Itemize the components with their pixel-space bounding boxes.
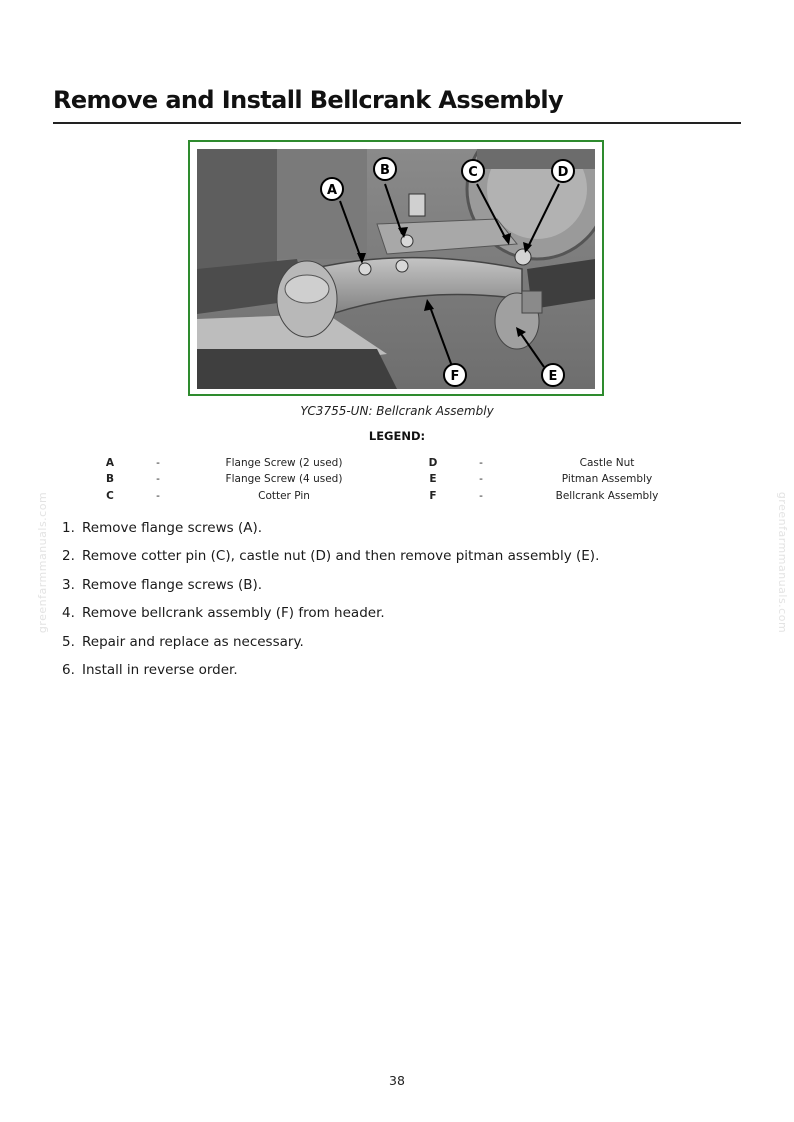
step-number: 5. (62, 633, 75, 650)
procedure-steps (62, 520, 599, 690)
callout-a: A (326, 183, 338, 198)
legend-value: Bellcrank Assembly (555, 490, 659, 502)
legend-key: F (429, 490, 437, 502)
legend-key: E (429, 473, 437, 485)
step-number: 1. (62, 520, 75, 536)
step-item (62, 634, 599, 662)
figure-caption: YC3755-UN: Bellcrank Assembly (300, 404, 494, 418)
legend-value: Flange Screw (2 used) (225, 457, 343, 469)
step-item (62, 605, 599, 633)
step-number: 3. (62, 576, 75, 593)
legend-dash: - (479, 490, 483, 502)
legend-value: Cotter Pin (258, 490, 310, 502)
legend-dash: - (156, 457, 160, 469)
page-title: Remove and Install Bellcrank Assembly (53, 86, 564, 114)
legend-value: Pitman Assembly (561, 473, 653, 485)
legend-value: Castle Nut (579, 457, 635, 469)
legend-dash: - (479, 473, 483, 485)
watermark-right: greenfarmmanuals.com (776, 491, 790, 634)
page-number: 38 (389, 1073, 405, 1088)
legend-value: Flange Screw (4 used) (225, 473, 343, 485)
callout-b: B (380, 163, 390, 178)
legend-key: C (106, 490, 114, 502)
step-text: Install in reverse order. (82, 661, 238, 678)
legend-key: B (105, 473, 114, 485)
step-text: Remove cotter pin (C), castle nut (D) and then remove pitman assembly (E). (82, 548, 600, 565)
step-item (62, 577, 599, 605)
callout-c: C (468, 165, 478, 180)
bellcrank-illustration (197, 149, 595, 389)
callout-e: E (548, 369, 558, 384)
legend-row (0, 490, 794, 506)
legend-title: LEGEND: (368, 429, 426, 443)
legend-dash: - (156, 473, 160, 485)
figure-frame (188, 140, 604, 396)
legend-row (0, 457, 794, 473)
step-text: Remove flange screws (B). (82, 576, 263, 593)
callout-d: D (557, 165, 569, 180)
step-item (62, 662, 599, 690)
legend-dash: - (156, 490, 160, 502)
legend-dash: - (479, 457, 483, 469)
step-text: Repair and replace as necessary. (82, 633, 304, 650)
legend-key: A (105, 457, 115, 469)
legend-key: D (428, 457, 438, 469)
title-rule (53, 122, 741, 124)
step-text: Remove bellcrank assembly (F) from header. (82, 605, 385, 622)
step-item (62, 548, 599, 576)
step-number: 4. (62, 605, 75, 622)
step-number: 6. (62, 661, 75, 678)
step-item (62, 520, 599, 548)
legend-row (0, 473, 794, 489)
callout-f: F (450, 369, 460, 384)
step-text: Remove flange screws (A). (82, 520, 263, 536)
step-number: 2. (62, 548, 75, 565)
watermark-left: greenfarmmanuals.com (36, 491, 50, 634)
